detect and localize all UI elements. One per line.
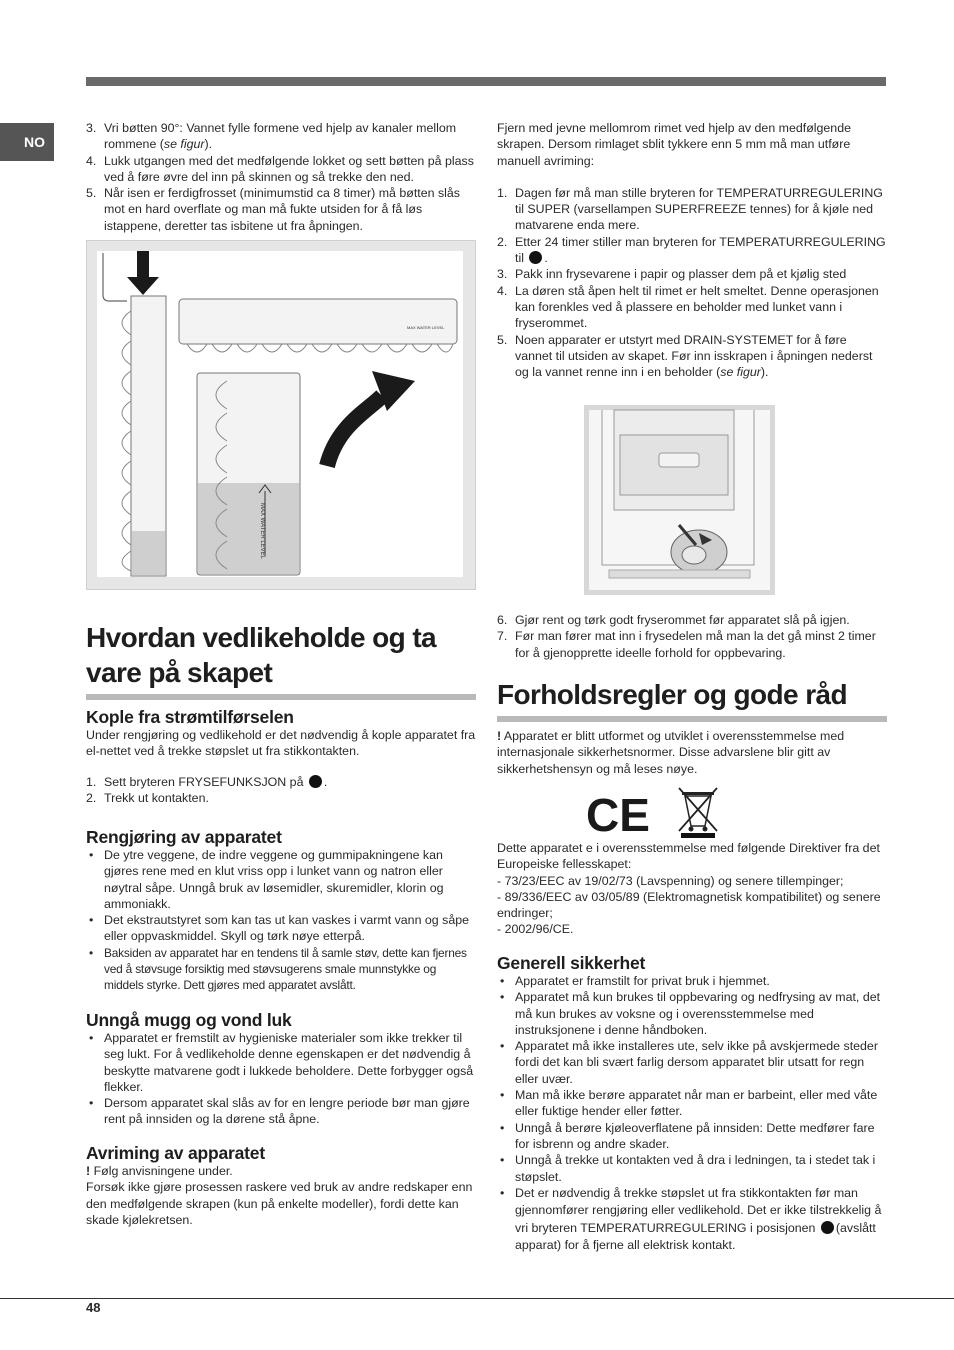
max-water-level-label: MAX WATER LEVEL <box>259 503 265 560</box>
defrost-section <box>497 120 887 380</box>
defrost-step-4: 4. La døren stå åpen helt til rimet er helt smeltet. Denne operasjonen kan forenkles ved å plassere en beholder med lunket vann i fryserommet. <box>497 283 879 331</box>
kople-section <box>86 707 476 806</box>
kople-step-1: 1. Sett bryteren FRYSEFUNKSJON på . <box>86 774 328 789</box>
max-water-level-small-label: MAX WATER LEVEL <box>407 325 445 330</box>
list-item: • Baksiden av apparatet har en tendens til å samle støv, dette kan fjernes ved å støvsuge forsiktig med støvsugerens smale munnstykke og middels styrke. Dett gjøres med apparatet avslått. <box>86 945 476 994</box>
off-position-icon <box>529 251 542 264</box>
warning-text: Apparatet er blitt utformet og utviklet i overensstemmelse med internasjonale sikkerhetsnormer. Disse advarslene blir gitt av sikkerhetshensyn og må leses nøye. <box>497 729 845 776</box>
main-title-block <box>86 620 476 700</box>
list-item: • De ytre veggene, de indre veggene og gummipakningene kan gjøres rene med en klut vriss opp i lunket vann og natron eller nøytral såpe. Unngå bruk av løsemidler, skuremidler, klorin og ammoniakk. <box>86 847 476 912</box>
list-item: • Apparatet må kun brukes til oppbevaring og nedfrysing av mat, det må kun brukes av voksne og i overensstemmelse med instruksjonene i denne håndboken. <box>497 989 887 1038</box>
ce-mark: CE <box>586 789 650 838</box>
after-steps-section <box>497 612 887 661</box>
warning-paragraph <box>497 728 887 777</box>
precautions-title: Forholdsregler og gode råd <box>497 679 847 710</box>
list-item: • Man må ikke berøre apparatet når man er barbeint, eller med våte eller fuktige hender eller føtter. <box>497 1087 887 1120</box>
off-position-icon <box>821 1221 834 1234</box>
rengjoring-heading: Rengjøring av apparatet <box>86 827 282 847</box>
list-item: • Det er nødvendig å trekke støpslet ut fra stikkontakten før man gjennomfører rengjøring eller vedlikehold. Det er ikke tilstrekkelig å vri bryteren TEMPERATURREGULERING i posisjonen (avslått apparat) for å fjerne all elektrisk kontakt. <box>497 1185 887 1255</box>
list-item: • Unngå å berøre kjøleoverflatene på innsiden: Dette medfører fare for isbrenn og andre skader. <box>497 1120 887 1153</box>
sikkerhet-section <box>497 953 887 1255</box>
kople-heading: Kople fra strømtilførselen <box>86 707 294 727</box>
ice-step-5: 5. Når isen er ferdigfrosset (minimumstid ca 8 timer) må bøtten slås mot en hard overflate og man må fukte utsiden for å få løs istappene, deretter tas isbitene ut fra åpningen. <box>86 186 460 233</box>
certification-marks <box>584 783 719 842</box>
list-item: • Apparatet er framstilt for privat bruk i hjemmet. <box>497 973 887 989</box>
defrost-intro: Fjern med jevne mellomrom rimet ved hjelp av den medfølgende skrapen. Dersom rimlaget sblit tykkere enn 5 mm må man utføre manuell avriming: <box>497 121 851 168</box>
mugg-section <box>86 1010 476 1128</box>
footer-rule <box>0 1298 954 1299</box>
list-item: • Apparatet må ikke installeres ute, selv ikke på avskjermede steder fordi det kan bli svært farlig dersom apparatet blir utsatt for regn eller uvær. <box>497 1038 887 1087</box>
ice-tray-illustration <box>86 240 476 590</box>
kople-step-2: 2. Trekk ut kontakten. <box>86 790 209 805</box>
avriming-section <box>86 1143 476 1228</box>
page-number: 48 <box>86 1300 101 1315</box>
defrost-step-1: 1. Dagen før må man stille bryteren for TEMPERATURREGULERING til SUPER (varsellampen SUPERFREEZE tennes) for å kjøle ned matvarene enda mere. <box>497 185 883 233</box>
off-position-icon <box>309 775 322 788</box>
directive-line: - 89/336/EEC av 03/05/89 (Elektromagnetisk kompatibilitet) og senere endringer; <box>497 889 881 921</box>
avriming-heading: Avriming av apparatet <box>86 1143 265 1163</box>
list-item: • Apparatet er fremstilt av hygieniske materialer som ikke trekker til seg lukt. For å vedlikeholde denne egenskapen er det nødvendig å beskytte matvarene godt i lukkede beholdere. Dette forbygger også flekker. <box>86 1030 476 1095</box>
weee-bin-icon <box>679 788 717 838</box>
language-tab: NO <box>0 123 54 161</box>
kople-intro: Under rengjøring og vedlikehold er det nødvendig å kople apparatet fra el-nettet ved å trekke støpslet ut fra stikkontakten. <box>86 728 476 759</box>
list-item: • Dersom apparatet skal slås av for en lengre periode bør man gjøre rent på innsiden og la dørene stå åpne. <box>86 1095 476 1128</box>
defrost-step-7: 7. Før man fører mat inn i frysedelen må man la det gå minst 2 timer for å gjenopprette ideelle forhold for oppbevaring. <box>497 629 876 660</box>
mugg-heading: Unngå mugg og vond luk <box>86 1010 292 1030</box>
list-item: • Unngå å trekke ut kontakten ved å dra i ledningen, ta i stedet tak i støpslet. <box>497 1152 887 1185</box>
header-rule <box>86 77 886 86</box>
defrost-step-6: 6. Gjør rent og tørk godt fryserommet før apparatet slå på igjen. <box>497 613 850 627</box>
title-rule <box>86 694 476 700</box>
precautions-title-block <box>497 677 887 722</box>
defrost-step-5: 5. Noen apparater er utstyrt med DRAIN-SYSTEMET for å føre vannet til utsiden av skapet. Før inn isskrapen i åpningen nederst og la vannet renne inn i en beholder (se figur). <box>497 332 873 380</box>
directives-section <box>497 840 887 938</box>
sikkerhet-heading: Generell sikkerhet <box>497 953 646 973</box>
page-title: Hvordan vedlikeholde og ta vare på skapet <box>86 622 437 688</box>
avriming-note: ! Følg anvisningene under. <box>86 1164 233 1178</box>
defrost-step-2: 2. Etter 24 timer stiller man bryteren for TEMPERATURREGULERING til . <box>497 234 886 266</box>
title-rule <box>497 716 887 722</box>
directive-line: - 2002/96/CE. <box>497 922 574 937</box>
warning-mark: ! <box>497 729 502 743</box>
directive-line: - 73/23/EEC av 19/02/73 (Lavspenning) og senere tillempinger; <box>497 873 844 888</box>
defrost-step-3: 3. Pakk inn frysevarene i papir og plasser dem på et kjølig sted <box>497 267 847 282</box>
ice-step-3: 3. Vri bøtten 90°: Vannet fylle formene ved hjelp av kanaler mellom rommene (se figur). <box>86 121 457 152</box>
ice-step-4: 4. Lukk utgangen med det medfølgende lokket og sett bøtten på plass ved å føre øvre del inn på skinnen og så trekke den ned. <box>86 153 474 184</box>
list-item: • Det ekstrautstyret som kan tas ut kan vaskes i varmt vann og såpe eller oppvaskmiddel. Skyll og tørk nøye etterpå. <box>86 912 476 945</box>
directive-line: Dette apparatet e i overensstemmelse med følgende Direktiver fra det Europeiske fellesskapet: <box>497 841 880 872</box>
drain-system-illustration <box>584 405 775 595</box>
avriming-text: Forsøk ikke gjøre prosessen raskere ved bruk av andre redskaper enn den medfølgende skrapen (kun på enkelte modeller), fordi dette kan skade kjølekretsen. <box>86 1180 473 1227</box>
rengjoring-section <box>86 827 476 994</box>
ice-steps-section <box>86 120 476 234</box>
